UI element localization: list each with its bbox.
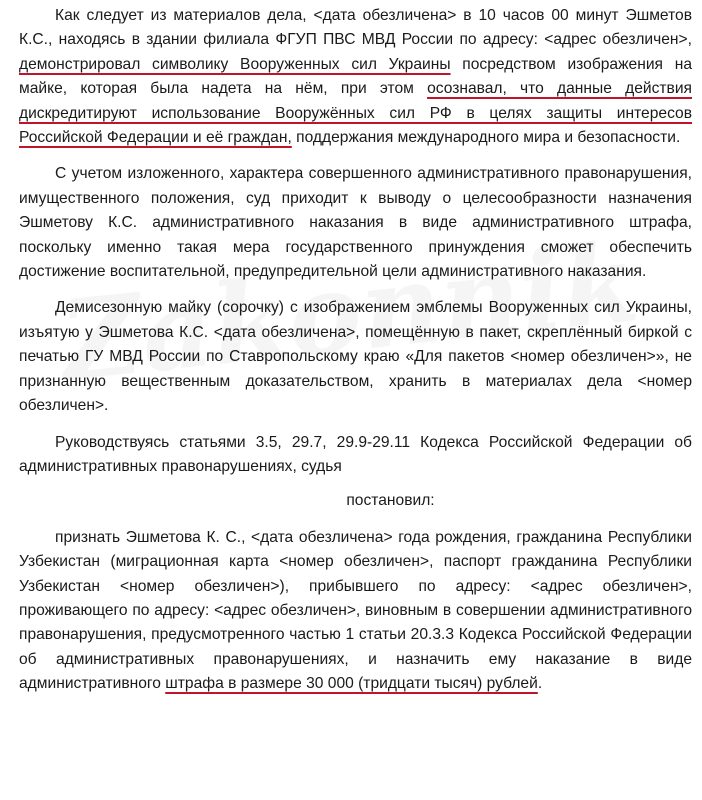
paragraph-evidence-storage (19, 296, 692, 418)
paragraph-ruling (19, 526, 692, 697)
underlined-text-segment: осознавал, что данные действия дискредитируют использование Вооружённых сил РФ в целях защиты интересов Российской Федерации и её граждан, (19, 80, 692, 147)
underlined-text-segment: демонстрировал символику Вооруженных сил Украины (19, 55, 451, 73)
text-segment: Демисезонную майку (сорочку) с изображением эмблемы Вооруженных сил Украины, изъятую у Эшметова К.С. <дата обезличена>, помещённую в пакет, скреплённый биркой с печатью ГУ МВД России по Ставропольскому краю «Для пакетов <номер обезличен>», не признанную вещественным доказательством, хранить в материалах дела <номер обезличен>. (19, 299, 692, 415)
text-segment: С учетом изложенного, характера совершенного административного правонарушения, имущественного положения, суд приходит к выводу о целесообразности назначения Эшметову К.С. административного наказания в виде административного штрафа, поскольку именно такая мера государственного принуждения сможет обеспечить достижение воспитательной, предупредительной цели административного наказания. (19, 165, 692, 281)
text-segment: признать Эшметова К. С., <дата обезличена> года рождения, гражданина Республики Узбекистан (миграционная карта <номер обезличен>, паспорт гражданина Республики Узбекистан <номер обезличен>), прибывшего по адресу: <адрес обезличен>, проживающего по адресу: <адрес обезличен>, виновным в совершении административного правонарушения, предусмотренного частью 1 статьи 20.3.3 Кодекса Российской Федерации об административных правонарушениях, и назначить ему наказание в виде административного (19, 528, 692, 693)
paragraph-legal-basis (19, 431, 692, 480)
text-segment: Руководствуясь статьями 3.5, 29.7, 29.9-29.11 Кодекса Российской Федерации об административных правонарушениях, судья (19, 433, 692, 475)
paragraph-penalty-reasoning (19, 162, 692, 284)
text-segment: . (537, 675, 543, 693)
underlined-text-segment: штрафа в размере 30 000 (тридцати тысяч) рублей (165, 675, 538, 693)
paragraph-case-facts (19, 4, 692, 150)
text-segment: посредством изображения на майке, которая была надета на нём, при этом (19, 55, 692, 98)
ruling-heading: постановил: (346, 492, 435, 510)
text-segment: Как следует из материалов дела, <дата обезличена> в 10 часов 00 минут Эшметов К.С., находясь в здании филиала ФГУП ПВС МВД России по адресу: <адрес обезличен>, (19, 7, 692, 49)
text-segment: поддержания международного мира и безопасности. (291, 129, 681, 147)
